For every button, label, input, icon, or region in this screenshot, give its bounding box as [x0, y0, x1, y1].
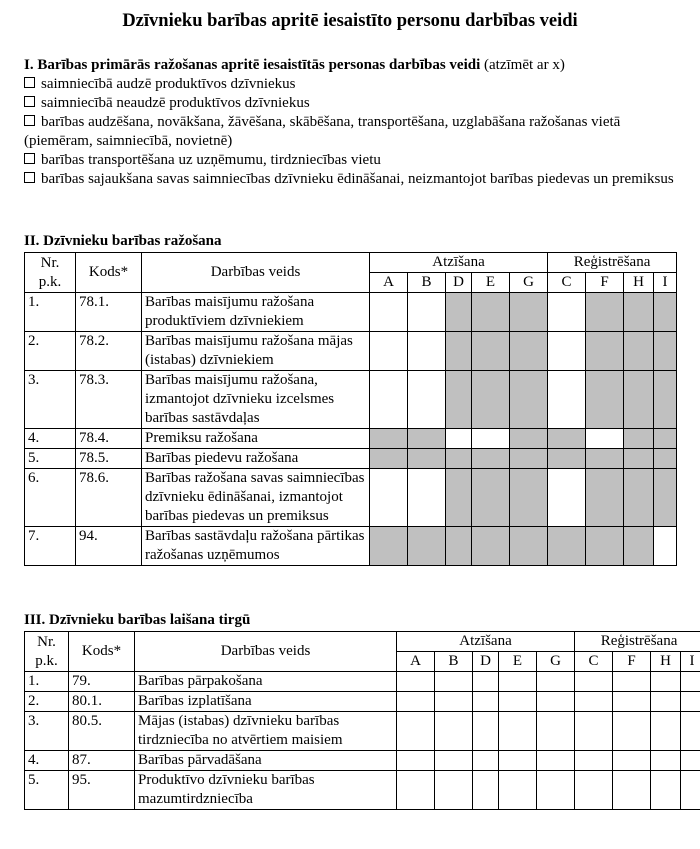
mark-cell[interactable]: [397, 751, 435, 771]
checkbox[interactable]: [24, 96, 35, 107]
table-row: [25, 429, 677, 449]
mark-cell[interactable]: [654, 469, 677, 527]
code-cell: 95.: [69, 771, 135, 810]
activity-cell: Barības maisījumu ražošana mājas (istabas) dzīvniekiem: [142, 332, 370, 371]
section-3-heading: III. Dzīvnieku barības laišana tirgū: [24, 612, 251, 628]
mark-cell[interactable]: [654, 371, 677, 429]
header-letter: C: [548, 273, 586, 293]
mark-cell[interactable]: [651, 751, 681, 771]
mark-cell[interactable]: [654, 429, 677, 449]
section-2-table: [24, 252, 677, 566]
nr-cell: 5.: [25, 771, 69, 810]
table-row: [25, 692, 700, 712]
header-kods: Kods*: [76, 253, 142, 293]
header-letter: C: [575, 652, 613, 672]
header-letter: A: [397, 652, 435, 672]
mark-cell[interactable]: [408, 293, 446, 332]
header-letter: E: [472, 273, 510, 293]
header-nr: Nr. p.k.: [25, 632, 69, 672]
activity-cell: Barības pārvadāšana: [135, 751, 397, 771]
option-row: [24, 151, 676, 170]
mark-cell[interactable]: [370, 293, 408, 332]
table-row: [25, 771, 700, 810]
header-nr: Nr. p.k.: [25, 253, 76, 293]
code-cell: 80.5.: [69, 712, 135, 751]
section-1-heading: [24, 56, 676, 75]
mark-cell[interactable]: [435, 672, 473, 692]
header-letter: I: [681, 652, 700, 672]
table-row: [25, 527, 677, 566]
option-label: barības sajaukšana savas saimniecības dzīvnieku ēdināšanai, neizmantojot barības piedevas un premiksus: [41, 171, 674, 187]
mark-cell[interactable]: [473, 692, 499, 712]
header-letter: F: [586, 273, 624, 293]
mark-cell[interactable]: [575, 712, 613, 751]
mark-cell[interactable]: [510, 429, 548, 449]
activity-cell: Barības maisījumu ražošana produktīviem dzīvniekiem: [142, 293, 370, 332]
mark-cell[interactable]: [654, 293, 677, 332]
header-letter: I: [654, 273, 677, 293]
section-1: [24, 56, 676, 189]
header-registresana: Reģistrēšana: [548, 253, 677, 273]
header-letter: G: [510, 273, 548, 293]
header-letter: F: [613, 652, 651, 672]
header-atzisana: Atzīšana: [370, 253, 548, 273]
section-2-heading: II. Dzīvnieku barības ražošana: [24, 233, 222, 249]
activity-cell: Produktīvo dzīvnieku barības mazumtirdzniecība: [135, 771, 397, 810]
mark-cell[interactable]: [446, 469, 472, 527]
header-kods: Kods*: [69, 632, 135, 672]
table-row: [25, 469, 677, 527]
activity-cell: Barības sastāvdaļu ražošana pārtikas ražošanas uzņēmumos: [142, 527, 370, 566]
table-row: [25, 449, 677, 469]
mark-cell[interactable]: [681, 751, 700, 771]
mark-cell[interactable]: [499, 751, 537, 771]
mark-cell[interactable]: [472, 293, 510, 332]
table-row: [25, 751, 700, 771]
nr-cell: 4.: [25, 751, 69, 771]
code-cell: 78.6.: [76, 469, 142, 527]
header-letter: H: [651, 652, 681, 672]
option-label: saimniecībā neaudzē produktīvos dzīvniekus: [41, 95, 310, 111]
table-row: [25, 332, 677, 371]
mark-cell[interactable]: [681, 712, 700, 751]
code-cell: 78.5.: [76, 449, 142, 469]
mark-cell[interactable]: [397, 712, 435, 751]
nr-cell: 1.: [25, 293, 76, 332]
mark-cell[interactable]: [537, 692, 575, 712]
activity-cell: Barības izplatīšana: [135, 692, 397, 712]
nr-cell: 2.: [25, 332, 76, 371]
header-letter: B: [435, 652, 473, 672]
header-letter: G: [537, 652, 575, 672]
nr-cell: 6.: [25, 469, 76, 527]
mark-cell[interactable]: [435, 771, 473, 810]
mark-cell[interactable]: [613, 692, 651, 712]
mark-cell[interactable]: [499, 712, 537, 751]
activity-cell: Barības maisījumu ražošana, izmantojot dzīvnieku izcelsmes barības sastāvdaļas: [142, 371, 370, 429]
document-title: Dzīvnieku barības apritē iesaistīto personu darbības veidi: [122, 11, 578, 31]
mark-cell[interactable]: [473, 712, 499, 751]
mark-cell[interactable]: [370, 527, 408, 566]
mark-cell[interactable]: [473, 751, 499, 771]
mark-cell[interactable]: [370, 429, 408, 449]
nr-cell: 4.: [25, 429, 76, 449]
mark-cell[interactable]: [537, 751, 575, 771]
mark-cell[interactable]: [397, 771, 435, 810]
checkbox[interactable]: [24, 172, 35, 183]
header-letter: H: [624, 273, 654, 293]
mark-cell[interactable]: [586, 449, 624, 469]
mark-cell[interactable]: [510, 449, 548, 469]
mark-cell[interactable]: [624, 429, 654, 449]
mark-cell[interactable]: [499, 672, 537, 692]
mark-cell[interactable]: [613, 672, 651, 692]
code-cell: 87.: [69, 751, 135, 771]
mark-cell[interactable]: [499, 692, 537, 712]
section-1-title: I. Barības primārās ražošanas apritē iesaistītās personas darbības veidi: [24, 57, 481, 73]
mark-cell[interactable]: [397, 672, 435, 692]
mark-cell[interactable]: [548, 332, 586, 371]
mark-cell[interactable]: [624, 449, 654, 469]
activity-cell: Barības pārpakošana: [135, 672, 397, 692]
mark-cell[interactable]: [586, 527, 624, 566]
mark-cell[interactable]: [586, 293, 624, 332]
mark-cell[interactable]: [397, 692, 435, 712]
mark-cell[interactable]: [624, 371, 654, 429]
mark-cell[interactable]: [548, 469, 586, 527]
mark-cell[interactable]: [370, 371, 408, 429]
mark-cell[interactable]: [408, 429, 446, 449]
mark-cell[interactable]: [408, 371, 446, 429]
mark-cell[interactable]: [473, 771, 499, 810]
mark-cell[interactable]: [624, 293, 654, 332]
checkbox[interactable]: [24, 115, 35, 126]
table-row: [25, 371, 677, 429]
mark-cell[interactable]: [446, 429, 472, 449]
table-row: [25, 672, 700, 692]
mark-cell[interactable]: [654, 332, 677, 371]
option-label: barības transportēšana uz uzņēmumu, tirdzniecības vietu: [41, 152, 381, 168]
mark-cell[interactable]: [624, 469, 654, 527]
mark-cell[interactable]: [446, 293, 472, 332]
activity-cell: Premiksu ražošana: [142, 429, 370, 449]
mark-cell[interactable]: [499, 771, 537, 810]
nr-cell: 3.: [25, 712, 69, 751]
header-registresana: Reģistrēšana: [575, 632, 700, 652]
nr-cell: 2.: [25, 692, 69, 712]
mark-cell[interactable]: [575, 771, 613, 810]
option-label: barības audzēšana, novākšana, žāvēšana, skābēšana, transportēšana, uzglabāšana ražošanas vietā (piemēram, saimniecībā, novietnē): [24, 114, 621, 149]
header-letter: A: [370, 273, 408, 293]
mark-cell[interactable]: [472, 469, 510, 527]
mark-cell[interactable]: [472, 429, 510, 449]
mark-cell[interactable]: [651, 712, 681, 751]
code-cell: 78.2.: [76, 332, 142, 371]
mark-cell[interactable]: [586, 469, 624, 527]
mark-cell[interactable]: [446, 449, 472, 469]
option-row: [24, 94, 676, 113]
mark-cell[interactable]: [586, 429, 624, 449]
code-cell: 94.: [76, 527, 142, 566]
mark-cell[interactable]: [510, 371, 548, 429]
mark-cell[interactable]: [472, 371, 510, 429]
table-row: [25, 712, 700, 751]
option-row: [24, 170, 676, 189]
mark-cell[interactable]: [473, 672, 499, 692]
mark-cell[interactable]: [586, 371, 624, 429]
mark-cell[interactable]: [575, 692, 613, 712]
header-letter: B: [408, 273, 446, 293]
section-1-note: (atzīmēt ar x): [484, 57, 565, 73]
mark-cell[interactable]: [370, 449, 408, 469]
header-activity: Darbības veids: [135, 632, 397, 672]
code-cell: 78.1.: [76, 293, 142, 332]
code-cell: 79.: [69, 672, 135, 692]
mark-cell[interactable]: [370, 332, 408, 371]
mark-cell[interactable]: [651, 672, 681, 692]
mark-cell[interactable]: [537, 672, 575, 692]
code-cell: 78.4.: [76, 429, 142, 449]
mark-cell[interactable]: [370, 469, 408, 527]
mark-cell[interactable]: [472, 449, 510, 469]
table-row: [25, 293, 677, 332]
mark-cell[interactable]: [575, 751, 613, 771]
mark-cell[interactable]: [408, 469, 446, 527]
mark-cell[interactable]: [651, 771, 681, 810]
mark-cell[interactable]: [435, 712, 473, 751]
mark-cell[interactable]: [654, 449, 677, 469]
code-cell: 80.1.: [69, 692, 135, 712]
nr-cell: 5.: [25, 449, 76, 469]
mark-cell[interactable]: [435, 692, 473, 712]
code-cell: 78.3.: [76, 371, 142, 429]
mark-cell[interactable]: [575, 672, 613, 692]
mark-cell[interactable]: [548, 371, 586, 429]
nr-cell: 1.: [25, 672, 69, 692]
header-letter: D: [446, 273, 472, 293]
option-row: [24, 75, 676, 94]
mark-cell[interactable]: [624, 332, 654, 371]
mark-cell[interactable]: [613, 712, 651, 751]
nr-cell: 3.: [25, 371, 76, 429]
mark-cell[interactable]: [537, 712, 575, 751]
mark-cell[interactable]: [586, 332, 624, 371]
activity-cell: Barības ražošana savas saimniecības dzīvnieku ēdināšanai, izmantojot barības piedevas un premiksus: [142, 469, 370, 527]
mark-cell[interactable]: [510, 527, 548, 566]
mark-cell[interactable]: [408, 527, 446, 566]
mark-cell[interactable]: [654, 527, 677, 566]
activity-cell: Mājas (istabas) dzīvnieku barības tirdzniecība no atvērtiem maisiem: [135, 712, 397, 751]
mark-cell[interactable]: [537, 771, 575, 810]
mark-cell[interactable]: [681, 692, 700, 712]
mark-cell[interactable]: [472, 332, 510, 371]
mark-cell[interactable]: [510, 469, 548, 527]
mark-cell[interactable]: [408, 449, 446, 469]
activity-cell: Barības piedevu ražošana: [142, 449, 370, 469]
option-row: [24, 113, 676, 151]
mark-cell[interactable]: [446, 527, 472, 566]
mark-cell[interactable]: [472, 527, 510, 566]
mark-cell[interactable]: [613, 771, 651, 810]
mark-cell[interactable]: [446, 332, 472, 371]
checkbox[interactable]: [24, 77, 35, 88]
section-3-table: [24, 631, 700, 810]
mark-cell[interactable]: [681, 771, 700, 810]
checkbox[interactable]: [24, 153, 35, 164]
mark-cell[interactable]: [624, 527, 654, 566]
mark-cell[interactable]: [510, 332, 548, 371]
mark-cell[interactable]: [510, 293, 548, 332]
mark-cell[interactable]: [613, 751, 651, 771]
header-atzisana: Atzīšana: [397, 632, 575, 652]
mark-cell[interactable]: [548, 429, 586, 449]
mark-cell[interactable]: [435, 751, 473, 771]
mark-cell[interactable]: [548, 449, 586, 469]
header-activity: Darbības veids: [142, 253, 370, 293]
mark-cell[interactable]: [446, 371, 472, 429]
mark-cell[interactable]: [548, 293, 586, 332]
option-label: saimniecībā audzē produktīvos dzīvniekus: [41, 76, 296, 92]
mark-cell[interactable]: [408, 332, 446, 371]
mark-cell[interactable]: [548, 527, 586, 566]
header-letter: D: [473, 652, 499, 672]
nr-cell: 7.: [25, 527, 76, 566]
header-letter: E: [499, 652, 537, 672]
mark-cell[interactable]: [651, 692, 681, 712]
mark-cell[interactable]: [681, 672, 700, 692]
